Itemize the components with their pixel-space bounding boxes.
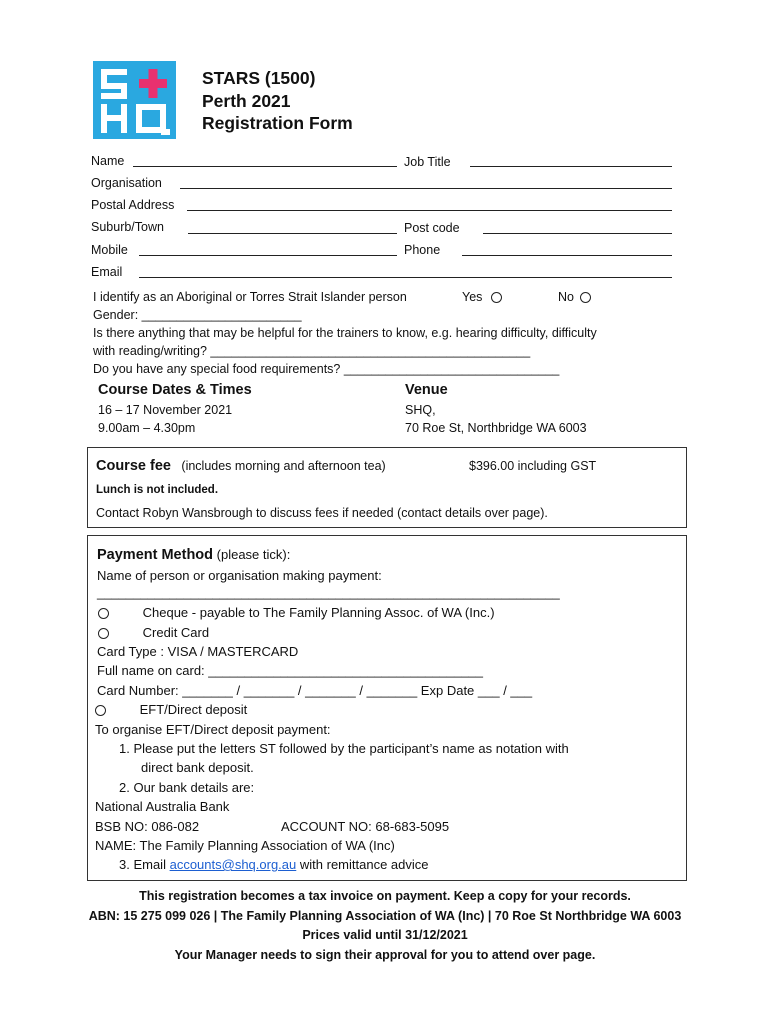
organisation-field[interactable] — [180, 188, 672, 189]
course-times: 9.00am – 4.30pm — [98, 421, 196, 435]
email-field[interactable] — [139, 277, 672, 278]
course-fee-box — [87, 447, 687, 528]
cheque-label: Cheque - payable to The Family Planning Assoc. of WA (Inc.) — [142, 605, 495, 620]
suburb-label: Suburb/Town — [91, 220, 164, 234]
eft-step-3-suffix: with remittance advice — [299, 857, 429, 872]
cheque-option[interactable] — [98, 603, 495, 622]
credit-card-radio-icon[interactable] — [98, 628, 109, 639]
footer-abn: ABN: 15 275 099 026 | The Family Planning Association of WA (Inc) | 70 Roe St Northbridge WA 6003 — [88, 908, 682, 923]
course-dates: 16 – 17 November 2021 — [98, 403, 233, 417]
footer-prices-valid: Prices valid until 31/12/2021 — [302, 928, 468, 942]
payment-method-box — [87, 535, 687, 881]
eft-option[interactable] — [95, 700, 247, 719]
title-line-2: Perth 2021 — [202, 90, 291, 111]
accounts-email-link[interactable]: accounts@shq.org.au — [169, 857, 297, 872]
eft-step-1-line-2: direct bank deposit. — [141, 760, 254, 775]
cheque-radio-icon[interactable] — [98, 608, 109, 619]
gender-question: Gender: _______________________ — [93, 308, 302, 322]
food-question: Do you have any special food requirements? _______________________________ — [93, 362, 560, 376]
card-full-name-field[interactable]: Full name on card: ______________________________________ — [97, 663, 484, 678]
post-code-field[interactable] — [483, 233, 672, 234]
form-title — [202, 67, 353, 135]
mobile-label: Mobile — [91, 243, 128, 257]
eft-step-3 — [119, 855, 429, 874]
suburb-field[interactable] — [188, 233, 397, 234]
aboriginal-question: I identify as an Aboriginal or Torres Strait Islander person — [93, 290, 407, 304]
email-label: Email — [91, 265, 123, 279]
footer-manager-approval: Your Manager needs to sign their approval for you to attend over page. — [174, 947, 596, 962]
mobile-field[interactable] — [139, 255, 397, 256]
account-name: NAME: The Family Planning Association of WA (Inc) — [95, 838, 395, 853]
eft-intro: To organise EFT/Direct deposit payment: — [95, 722, 331, 737]
name-label: Name — [91, 154, 125, 168]
yes-label: Yes — [462, 290, 483, 304]
venue-heading: Venue — [405, 382, 448, 398]
footer — [0, 887, 770, 965]
card-number-field[interactable]: Card Number: _______ / _______ / _______ / _______ Exp Date ___ / ___ — [97, 683, 533, 698]
phone-field[interactable] — [462, 255, 672, 256]
venue-line-1: SHQ, — [405, 403, 436, 417]
title-line-3: Registration Form — [202, 113, 353, 133]
title-line-1: STARS (1500) — [202, 68, 316, 88]
postal-address-field[interactable] — [187, 210, 672, 211]
eft-label: EFT/Direct deposit — [139, 702, 248, 717]
eft-step-1-line-1: 1. Please put the letters ST followed by the participant’s name as notation with — [119, 741, 569, 756]
eft-radio-icon[interactable] — [95, 705, 106, 716]
payment-heading: Payment Method — [97, 547, 214, 563]
phone-label: Phone — [404, 243, 441, 257]
card-type: Card Type : VISA / MASTERCARD — [97, 644, 299, 659]
payer-label: Name of person or organisation making payment: — [97, 568, 382, 583]
payer-field[interactable]: ________________________________________________________________ — [97, 585, 560, 600]
fee-contact-note: Contact Robyn Wansbrough to discuss fees if needed (contact details over page). — [96, 506, 548, 520]
payment-heading-row — [97, 545, 290, 565]
course-dates-heading: Course Dates & Times — [98, 382, 252, 398]
account-number: ACCOUNT NO: 68-683-5095 — [281, 819, 450, 834]
eft-step-3-prefix: 3. Email — [119, 857, 166, 872]
helpful-question-line-2: with reading/writing? ______________________________________________ — [93, 344, 531, 358]
post-code-label: Post code — [404, 221, 460, 235]
no-radio-icon[interactable] — [580, 292, 591, 303]
eft-step-2: 2. Our bank details are: — [119, 780, 255, 795]
course-fee-heading: Course fee — [96, 458, 171, 474]
organisation-label: Organisation — [91, 176, 162, 190]
no-label: No — [558, 290, 574, 304]
bank-name: National Australia Bank — [95, 799, 230, 814]
yes-option[interactable] — [462, 290, 502, 305]
name-field[interactable] — [133, 166, 397, 167]
job-title-field[interactable] — [470, 166, 672, 167]
shq-logo-graphic — [93, 61, 176, 139]
job-title-label: Job Title — [404, 155, 451, 169]
no-option[interactable] — [558, 290, 591, 305]
course-fee-includes: (includes morning and afternoon tea) — [181, 459, 386, 473]
course-fee-price: $396.00 including GST — [469, 459, 597, 473]
venue-line-2: 70 Roe St, Northbridge WA 6003 — [405, 421, 587, 435]
postal-address-label: Postal Address — [91, 198, 175, 212]
payment-tick-note: (please tick): — [216, 547, 291, 562]
shq-logo — [93, 61, 176, 139]
lunch-note: Lunch is not included. — [96, 484, 219, 496]
footer-tax-invoice: This registration becomes a tax invoice on payment. Keep a copy for your records. — [139, 889, 631, 903]
credit-card-option[interactable] — [98, 623, 209, 642]
course-fee-heading-row — [96, 457, 386, 475]
yes-radio-icon[interactable] — [491, 292, 502, 303]
bsb-number: BSB NO: 086-082 — [95, 819, 200, 834]
credit-card-label: Credit Card — [142, 625, 210, 640]
helpful-question-line-1: Is there anything that may be helpful for the trainers to know, e.g. hearing difficulty, difficulty — [93, 326, 597, 340]
